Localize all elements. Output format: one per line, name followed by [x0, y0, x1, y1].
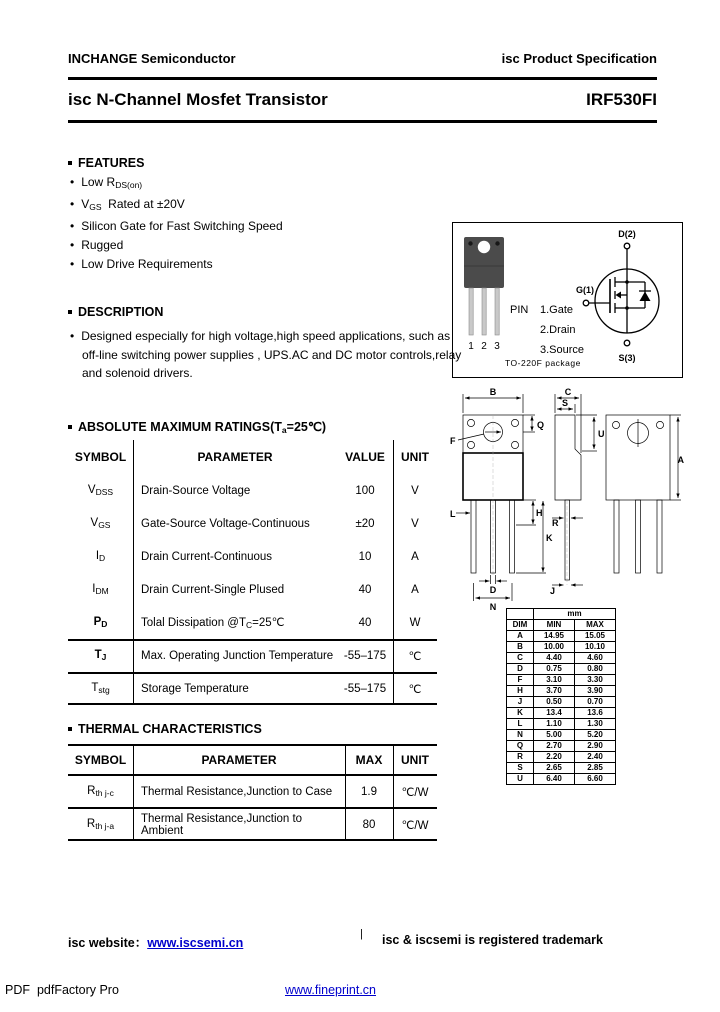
value-cell: 40: [358, 583, 372, 596]
symbol-cell: [68, 818, 133, 831]
column-header: UNIT: [401, 450, 429, 464]
parameter-cell: Thermal Resistance,Junction to Case: [141, 785, 333, 798]
dim-row: [507, 697, 616, 708]
table-row: [68, 474, 437, 507]
table-rule: [393, 744, 394, 841]
dim-cell: 2.90: [575, 741, 616, 752]
unit-cell: A: [411, 583, 419, 596]
mosfet-arrow: [616, 292, 622, 299]
dim-cell: 13.4: [534, 708, 575, 719]
dim-corner-cell: [507, 609, 534, 620]
dim-label-C: C: [564, 387, 572, 397]
table-rule: [345, 744, 346, 841]
table-row: [68, 606, 437, 639]
feature-text: Silicon Gate for Fast Switching Speed: [81, 219, 283, 233]
dim-cell: 0.70: [575, 697, 616, 708]
lead-2: [482, 288, 486, 335]
dim-cell: 5.20: [575, 730, 616, 741]
mounting-hole: [478, 241, 490, 253]
table-row: [68, 639, 437, 672]
bullet-icon: •: [70, 257, 75, 271]
dim-row: [507, 774, 616, 785]
feature-text: Low Drive Requirements: [81, 257, 213, 271]
dim-cell: J: [507, 697, 534, 708]
unit-cell: V: [411, 517, 419, 530]
divider: [68, 120, 657, 123]
divider: [68, 77, 657, 80]
dim-cell: 2.40: [575, 752, 616, 763]
features-list: [70, 173, 283, 274]
dim-label-J: J: [550, 586, 556, 596]
dim-cell: 10.00: [534, 642, 575, 653]
dim-cell: U: [507, 774, 534, 785]
dim-cell: 0.80: [575, 664, 616, 675]
dim-label-Q: Q: [537, 420, 545, 430]
parameter-cell: Drain-Source Voltage: [141, 484, 251, 497]
table-row: [68, 540, 437, 573]
symbol-cell: [68, 484, 133, 497]
symbol-main: R: [86, 818, 96, 830]
feature-text: Rugged: [81, 238, 124, 252]
feature-text: V: [81, 197, 90, 211]
unit-cell: ℃: [408, 683, 422, 696]
symbol-cell: [68, 550, 133, 563]
parameter-text: =25℃: [252, 617, 285, 629]
bullet-square-icon: [68, 161, 72, 165]
fineprint-link[interactable]: www.fineprint.cn: [285, 983, 377, 997]
dim-cell: D: [507, 664, 534, 675]
thermal-heading-text: THERMAL CHARACTERISTICS: [78, 722, 262, 736]
table-header-row: [68, 744, 437, 775]
dim-cell: A: [507, 631, 534, 642]
feature-text: Low R: [81, 175, 116, 189]
dim-cell: 2.65: [534, 763, 575, 774]
column-header: SYMBOL: [74, 450, 127, 464]
package-photo: [459, 235, 511, 357]
dim-label-F: F: [450, 436, 456, 446]
bullet-icon: •: [70, 329, 75, 343]
symbol-subscript: D: [101, 619, 108, 629]
symbol-subscript: stg: [98, 685, 110, 695]
package-name: TO-220F package: [505, 358, 581, 368]
parameter-cell: Drain Current-Single Plused: [141, 583, 285, 596]
bullet-icon: •: [70, 175, 75, 189]
table-row: [68, 672, 437, 705]
feature-item: [70, 173, 283, 195]
symbol-subscript: D: [99, 553, 106, 563]
pdf-factory-note: PDF pdfFactory Pro: [5, 983, 119, 997]
column-header: VALUE: [345, 450, 385, 464]
website-link[interactable]: www.iscsemi.cn: [147, 936, 244, 950]
description-text: [70, 327, 464, 383]
parameter-cell: [133, 615, 337, 630]
dim-cell: 3.70: [534, 686, 575, 697]
dim-label-H: H: [536, 508, 543, 518]
dim-row: [507, 653, 616, 664]
dim-cell: 10.10: [575, 642, 616, 653]
parameter-cell: Drain Current-Continuous: [141, 550, 273, 563]
dim-cell: 13.6: [575, 708, 616, 719]
parameter-cell: Gate-Source Voltage-Continuous: [141, 517, 310, 530]
dim-cell: C: [507, 653, 534, 664]
dim-cell: B: [507, 642, 534, 653]
parameter-cell: Storage Temperature: [141, 682, 249, 695]
parameter-cell: Max. Operating Junction Temperature: [141, 649, 334, 662]
feature-subscript: GS: [89, 202, 102, 212]
symbol-main: V: [90, 517, 99, 529]
symbol-subscript: J: [101, 652, 107, 662]
source-label: S(3): [618, 353, 636, 363]
dim-cell: 1.30: [575, 719, 616, 730]
symbol-cell: [68, 682, 133, 695]
dim-cell: 4.40: [534, 653, 575, 664]
unit-cell: W: [409, 616, 421, 629]
dim-cell: 3.10: [534, 675, 575, 686]
value-cell: 100: [355, 484, 375, 497]
symbol-main: V: [87, 484, 96, 496]
table-rule: [68, 744, 437, 746]
footer-divider: |: [360, 928, 363, 940]
dim-header-row: [507, 620, 616, 631]
table-rule: [68, 672, 437, 674]
dim-label-B: B: [489, 387, 497, 397]
dim-label-L: L: [450, 509, 456, 519]
dim-column-header: MAX: [575, 620, 616, 631]
bullet-icon: •: [70, 197, 75, 211]
dim-cell: 3.90: [575, 686, 616, 697]
table-header-row: [68, 440, 437, 474]
dim-cell: 2.70: [534, 741, 575, 752]
table-row: [68, 573, 437, 606]
value-cell: 1.9: [361, 785, 377, 798]
symbol-cell: [68, 649, 133, 662]
dim-cell: 1.10: [534, 719, 575, 730]
symbol-subscript: th j-c: [95, 788, 114, 798]
gate-label: G(1): [576, 285, 594, 295]
dim-row: [507, 763, 616, 774]
dim-row: [507, 686, 616, 697]
symbol-subscript: GS: [98, 520, 111, 530]
abs-ratings-heading-text: ABSOLUTE MAXIMUM RATINGS(Ta=25℃): [78, 420, 327, 435]
symbol-main: I: [92, 583, 96, 595]
symbol-cell: [68, 616, 133, 629]
mosfet-symbol: [575, 225, 680, 375]
value-cell: -55–175: [343, 649, 387, 662]
dim-row: [507, 675, 616, 686]
symbol-main: R: [87, 785, 96, 797]
value-cell: -55–175: [343, 682, 387, 695]
dim-cell: 3.30: [575, 675, 616, 686]
abs-table-rows: [68, 440, 437, 705]
unit-cell: ℃/W: [401, 819, 429, 832]
table-row: [68, 808, 437, 841]
thermal-table: [68, 744, 437, 841]
symbol-subscript: th j-a: [95, 821, 115, 831]
dim-row: [507, 730, 616, 741]
lead-number: 2: [481, 341, 487, 352]
dim-cell: 6.40: [534, 774, 575, 785]
symbol-main: T: [91, 682, 99, 694]
symbol-main: P: [93, 616, 102, 628]
symbol-subscript: DM: [95, 586, 109, 596]
bullet-icon: •: [70, 238, 75, 252]
dim-cell: 2.85: [575, 763, 616, 774]
unit-cell: ℃/W: [401, 786, 429, 799]
pin-item: 3.Source: [540, 344, 585, 356]
dim-cell: 0.75: [534, 664, 575, 675]
table-rule: [68, 774, 437, 776]
unit-cell: ℃: [408, 650, 422, 663]
lead-number: 1: [468, 341, 474, 352]
company-name: INCHANGE Semiconductor: [68, 51, 236, 66]
abs-ratings-heading: [68, 419, 326, 435]
drain-label: D(2): [618, 229, 636, 239]
body-diode: [640, 292, 651, 302]
symbol-cell: [68, 517, 133, 530]
dim-cell: 6.60: [575, 774, 616, 785]
features-heading-text: FEATURES: [78, 156, 145, 170]
dim-cell: F: [507, 675, 534, 686]
column-header: UNIT: [401, 752, 429, 767]
dim-cell: 15.05: [575, 631, 616, 642]
dim-label-D: D: [489, 585, 497, 595]
lead-1: [469, 288, 473, 335]
lead-number: 3: [494, 341, 500, 352]
value-cell: ±20: [355, 517, 375, 530]
dim-label-K: K: [546, 533, 553, 543]
column-header: PARAMETER: [197, 450, 273, 464]
dim-label-A: A: [677, 455, 684, 465]
dim-cell: N: [507, 730, 534, 741]
trademark-note: isc & iscsemi is registered trademark: [382, 933, 603, 947]
package-panel: [452, 222, 683, 378]
thermal-heading: [68, 722, 262, 736]
dim-row: [507, 708, 616, 719]
page-title: isc N-Channel Mosfet Transistor: [68, 90, 328, 109]
dim-header-row: [507, 609, 616, 620]
parameter-text: Tolal Dissipation @T: [141, 617, 246, 629]
dim-row: [507, 642, 616, 653]
abs-max-table: [68, 440, 437, 705]
dim-row: [507, 664, 616, 675]
package-outline-drawing: [448, 385, 685, 613]
symbol-subscript: DSS: [95, 487, 114, 497]
value-cell: 80: [362, 818, 376, 831]
dim-label-R: R: [552, 518, 559, 528]
table-rule: [68, 839, 437, 841]
dim-column-header: MIN: [534, 620, 575, 631]
dim-row: [507, 741, 616, 752]
dim-unit-header: mm: [534, 609, 616, 620]
dim-cell: H: [507, 686, 534, 697]
thermal-table-rows: [68, 744, 437, 841]
symbol-main: T: [94, 649, 102, 661]
dimension-table: [506, 608, 616, 785]
column-header: SYMBOL: [74, 752, 127, 767]
dim-cell: 5.00: [534, 730, 575, 741]
dim-row: [507, 631, 616, 642]
feature-item: [70, 236, 283, 255]
parameter-subscript: C: [246, 620, 253, 630]
features-heading: [68, 156, 144, 170]
pin-label: PIN: [510, 304, 529, 316]
dim-column-header: DIM: [507, 620, 534, 631]
symbol-main: I: [95, 550, 100, 562]
dim-cell: 4.60: [575, 653, 616, 664]
bullet-square-icon: [68, 727, 72, 731]
product-spec-label: isc Product Specification: [501, 51, 657, 66]
table-rule: [133, 440, 134, 705]
column-header: MAX: [355, 752, 383, 767]
dim-cell: Q: [507, 741, 534, 752]
feature-item: [70, 255, 283, 274]
table-rule: [68, 639, 437, 641]
website-label: isc website：: [68, 936, 148, 950]
table-rule: [133, 744, 134, 841]
dim-row: [507, 719, 616, 730]
dim-label-N: N: [489, 602, 497, 612]
value-cell: 40: [358, 616, 372, 629]
table-row: [68, 507, 437, 540]
description-heading-text: DESCRIPTION: [78, 305, 164, 319]
feature-item: [70, 195, 283, 217]
lead-3: [495, 288, 499, 335]
table-rule: [68, 703, 437, 705]
feature-text: Rated at ±20V: [101, 197, 185, 211]
part-number: IRF530FI: [586, 90, 657, 109]
dim-cell: 0.50: [534, 697, 575, 708]
symbol-cell: [68, 785, 133, 798]
table-row: [68, 775, 437, 808]
dim-label-S: S: [561, 398, 569, 408]
dim-cell: S: [507, 763, 534, 774]
column-header: PARAMETER: [201, 752, 277, 767]
bullet-icon: •: [70, 219, 75, 233]
dim-cell: 2.20: [534, 752, 575, 763]
description-body: Designed especially for high voltage,high speed applications, such as off-line switching power supplies , UPS.AC and DC motor controls,relay and solenoid drivers.: [81, 329, 462, 380]
table-rule: [393, 440, 394, 705]
bullet-square-icon: [68, 310, 72, 314]
dim-cell: 14.95: [534, 631, 575, 642]
parameter-cell: Thermal Resistance,Junction to Ambient: [141, 812, 303, 837]
unit-cell: V: [411, 484, 419, 497]
dim-cell: K: [507, 708, 534, 719]
footer-website: [68, 933, 243, 951]
feature-item: [70, 217, 283, 236]
description-heading: [68, 305, 163, 319]
pin-item: 2.Drain: [540, 324, 576, 336]
unit-cell: A: [411, 550, 419, 563]
dim-label-U: U: [598, 429, 605, 439]
bullet-square-icon: [68, 425, 72, 429]
pin-item: 1.Gate: [540, 304, 574, 316]
value-cell: 10: [358, 550, 372, 563]
dim-cell: L: [507, 719, 534, 730]
dim-cell: R: [507, 752, 534, 763]
dim-row: [507, 752, 616, 763]
feature-subscript: DS(on): [115, 180, 143, 190]
table-rule: [68, 807, 437, 809]
symbol-cell: [68, 583, 133, 596]
